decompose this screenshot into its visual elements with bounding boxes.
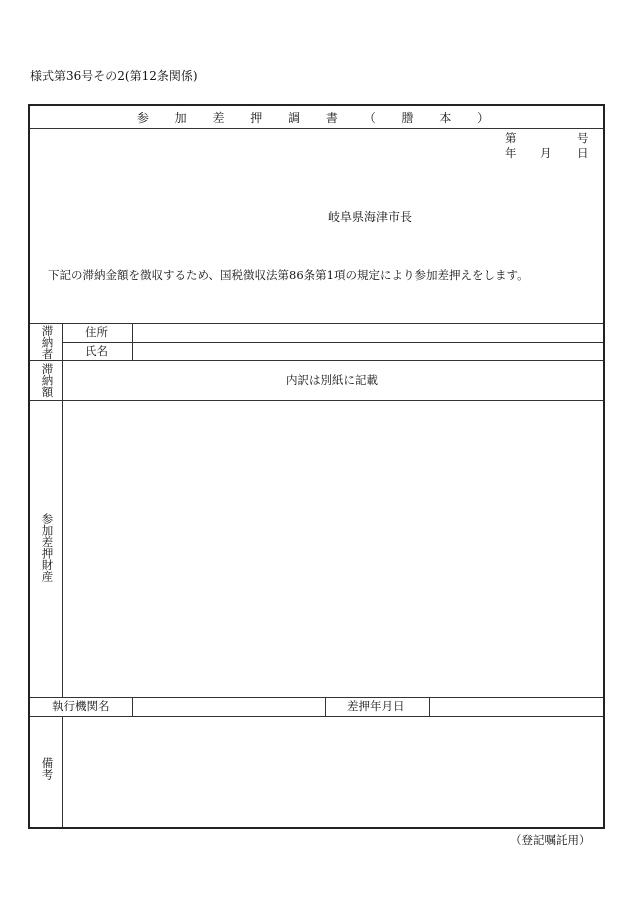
number-prefix: 第 (505, 131, 517, 145)
rule-taxpayer-bottom (30, 360, 603, 361)
agency-label: 執行機関名 (52, 699, 110, 713)
remarks-label: 備考 (40, 757, 55, 780)
date-day: 日 (577, 146, 589, 160)
seizure-date-label: 差押年月日 (347, 699, 405, 713)
seizure-record-form (28, 104, 605, 829)
delinquent-amount-label: 滞納額 (40, 363, 55, 398)
rule-address-name (62, 342, 603, 343)
rule-agency-value-start (132, 697, 133, 716)
address-label: 住所 (85, 325, 108, 339)
date-month: 月 (540, 146, 552, 160)
taxpayer-label: 滞納者 (40, 325, 55, 360)
rule-execution-bottom (30, 716, 603, 717)
rule-property-bottom (30, 697, 603, 698)
property-label: 参加差押財産 (40, 513, 55, 582)
notice-text: 下記の滞納金額を徴収するため、国税徴収法第86条第1項の規定により参加差押えをします。 (48, 268, 529, 282)
title-divider (30, 128, 603, 129)
delinquent-amount-value: 内訳は別紙に記載 (286, 373, 378, 387)
name-label: 氏名 (85, 344, 108, 358)
registration-note: （登記嘱託用） (510, 833, 591, 847)
document-title: 参 加 差 押 調 書 （ 謄 本 ） (136, 111, 501, 125)
issuer-name: 岐阜県海津市長 (328, 210, 413, 224)
rule-remarks-column (62, 716, 63, 827)
rule-header-bottom (30, 323, 603, 324)
date-year: 年 (505, 146, 517, 160)
rule-amount-bottom (30, 400, 603, 401)
rule-taxpayer-field-column (132, 323, 133, 360)
rule-label-column (62, 323, 63, 697)
rule-date-value-start (429, 697, 430, 716)
number-suffix: 号 (577, 131, 589, 145)
form-number-label: 様式第36号その2(第12条関係) (30, 69, 198, 83)
rule-agency-value-end (325, 697, 326, 716)
